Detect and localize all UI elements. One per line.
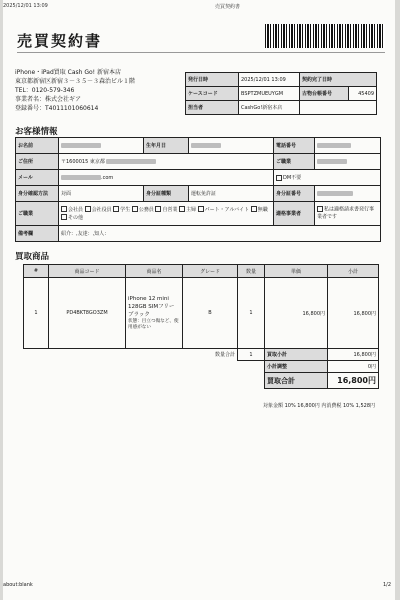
issue-label: 発行日時 xyxy=(186,73,239,87)
total-value: 16,800円 xyxy=(328,373,379,389)
customer-section-title: お客様情報 xyxy=(15,127,58,137)
item-unit-price: 16,800円 xyxy=(265,278,328,349)
qty-total-label: 数量合計 xyxy=(24,349,238,361)
store-info xyxy=(15,68,135,113)
birth-redacted xyxy=(191,143,221,148)
qty-total: 1 xyxy=(238,349,265,361)
id-doc-label: 身分証種類 xyxy=(144,186,189,202)
phone-label: 電話番号 xyxy=(274,138,315,154)
case-value: BSPTZMUEUYGM xyxy=(239,87,300,101)
address-redacted xyxy=(106,159,156,164)
job-redacted xyxy=(317,159,347,164)
dm-checkbox[interactable] xyxy=(276,175,282,181)
notes-value: 紹介：,友達：,知人： xyxy=(59,226,381,242)
contract-status: 契約完了日時 xyxy=(300,73,377,87)
qualified-text: 私は適格請求書発行事業者です xyxy=(317,206,375,220)
footer-url: about:blank xyxy=(3,582,33,588)
job-label: ご職業 xyxy=(274,154,315,170)
item-qty: 1 xyxy=(238,278,265,349)
item-code: PD4BKT8GO3ZM xyxy=(49,278,126,349)
name-label: お名前 xyxy=(16,138,59,154)
adjust-label: 小計調整 xyxy=(265,361,328,373)
ledger-value: 45409 xyxy=(349,87,377,101)
item-subtotal: 16,800円 xyxy=(328,278,379,349)
id-method-value: 対面 xyxy=(59,186,144,202)
subtotal-value: 16,800円 xyxy=(328,349,379,361)
item-name: iPhone 12 mini 128GB SIMフリー ブラック xyxy=(128,296,175,318)
items-header-row: # 商品コード 商品名 グレード 数量 単価 小計 xyxy=(24,265,379,278)
phone-redacted xyxy=(317,143,351,148)
address-label: ご住所 xyxy=(16,154,59,170)
print-doc-name: 売買契約書 xyxy=(215,4,241,10)
total-label: 買取合計 xyxy=(265,373,328,389)
items-section-title: 買取商品 xyxy=(15,252,50,262)
occupation-options: 会社員 会社役員 学生 公務員 自営業 主婦 パート・アルバイト 無職 その他 xyxy=(59,202,274,226)
qualified-checkbox[interactable] xyxy=(317,206,323,212)
id-method-label: 身分確認方法 xyxy=(16,186,59,202)
table-row: 1 PD4BKT8GO3ZM iPhone 12 mini 128GB SIMフリー ブラック 状態：目立つ傷など、使用感がない B 1 16,800円 16,800円 xyxy=(24,278,379,349)
name-redacted xyxy=(61,143,101,148)
email-label: メール xyxy=(16,170,59,186)
birth-label: 生年月日 xyxy=(144,138,189,154)
store-line-name: iPhone・iPad買取 Cash Go! 新宿本店 xyxy=(15,69,121,76)
tax-note: 対象金額 10% 16,800円 内消費税 10% 1,528円 xyxy=(263,403,375,409)
page-title: 売買契約書 xyxy=(17,32,103,50)
dm-label: DM不要 xyxy=(283,175,302,181)
notes-label: 備考欄 xyxy=(16,226,59,242)
barcode xyxy=(265,24,385,48)
store-line-registration: 登録番号：T4011101060614 xyxy=(15,105,99,112)
adjust-value: 0円 xyxy=(328,361,379,373)
email-value: .com xyxy=(101,174,114,181)
case-label: ケースコード xyxy=(186,87,239,101)
items-table xyxy=(23,264,379,389)
customer-table xyxy=(15,137,381,242)
item-grade: B xyxy=(183,278,238,349)
staff-value: CashGo!新宿本店 xyxy=(239,101,300,115)
print-datetime: 2025/12/01 13:09 xyxy=(3,3,48,9)
subtotal-label: 買取小計 xyxy=(265,349,328,361)
info-box xyxy=(185,72,377,115)
title-divider xyxy=(17,52,385,53)
id-num-redacted xyxy=(317,191,353,196)
store-line-address: 東京都新宿区新宿３－３５－３森治ビル１階 xyxy=(15,78,136,85)
ledger-label: 古物台帳番号 xyxy=(300,87,349,101)
issue-value: 2025/12/01 13:09 xyxy=(239,73,300,87)
occupation-label: ご職業 xyxy=(16,202,59,226)
qualified-label: 適格事業者 xyxy=(274,202,315,226)
id-num-label: 身分証番号 xyxy=(274,186,315,202)
footer-page: 1/2 xyxy=(383,582,392,588)
id-doc-value: 運転免許証 xyxy=(189,186,274,202)
document-page xyxy=(3,0,395,600)
address-value: 〒1600015 東京都 xyxy=(61,159,105,165)
email-redacted xyxy=(61,175,101,180)
store-line-company: 事業者名：株式会社ギア xyxy=(15,96,82,103)
staff-label: 担当者 xyxy=(186,101,239,115)
item-note: 状態：目立つ傷など、使用感がない xyxy=(128,319,179,330)
store-line-tel: TEL：0120-579-346 xyxy=(15,87,75,94)
